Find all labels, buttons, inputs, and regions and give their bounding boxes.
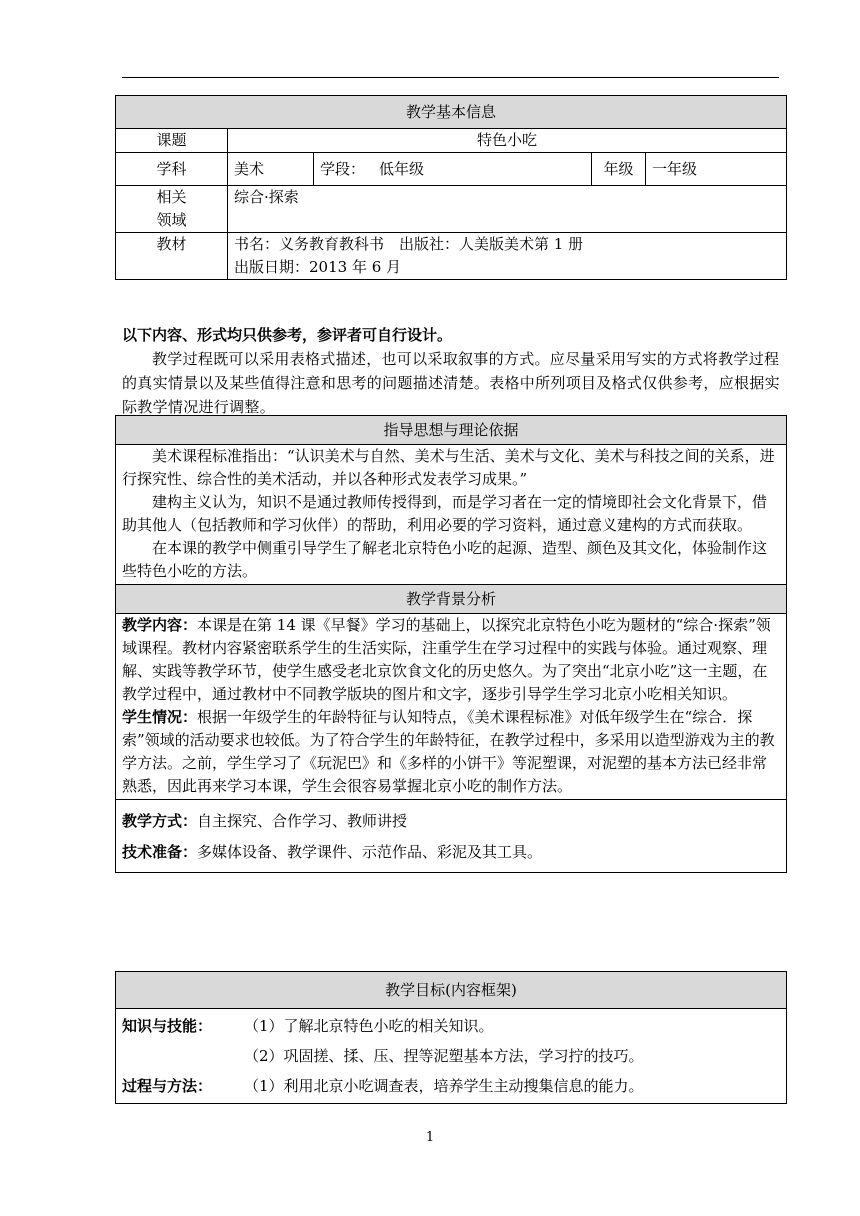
note-bold: 以下内容、形式均只供参考，参评者可自行设计。 — [122, 326, 453, 344]
guide-body — [116, 445, 787, 585]
goals-table — [115, 971, 787, 1104]
field-label — [116, 186, 228, 233]
goal-row-3 — [122, 1071, 780, 1101]
tech-label: 技术准备： — [122, 843, 198, 861]
basic-info-header: 教学基本信息 — [116, 96, 787, 129]
grade-label: 年级 — [592, 153, 646, 186]
stage-label: 学段： — [320, 160, 366, 178]
textbook-value — [228, 233, 787, 280]
textbook-line1: 书名：义务教育教科书 出版社：人美版美术第 1 册 — [234, 235, 584, 253]
stage-cell — [314, 153, 592, 186]
field-label-line1: 相关 — [156, 188, 187, 206]
process-label: 过程与方法： — [122, 1077, 213, 1095]
guide-p3: 在本课的教学中侧重引导学生了解老北京特色小吃的起源、造型、颜色及其文化，体验制作这些特色小吃的方法。 — [122, 539, 768, 580]
content-paragraph — [122, 614, 780, 706]
note-text: 教学过程既可以采用表格式描述，也可以采取叙事的方式。应尽量采用写实的方式将教学过程的真实情景以及某些值得注意和思考的问题描述清楚。表格中所列项目及格式仅供参考，应根据实际教学情况进行调整。 — [122, 350, 780, 416]
textbook-line2: 出版日期：2013 年 6 月 — [234, 258, 402, 276]
subject-label: 学科 — [116, 153, 228, 186]
student-label: 学生情况： — [122, 708, 198, 726]
tech-text: 多媒体设备、教学课件、示范作品、彩泥及其工具。 — [197, 843, 543, 861]
reference-note — [122, 323, 782, 419]
basic-info-table — [115, 95, 787, 280]
guide-p1: 美术课程标准指出：“认识美术与自然、美术与生活、美术与文化、美术与科技之间的关系，进行探究性、综合性的美术活动，并以各种形式发表学习成果。” — [122, 447, 775, 488]
topic-label: 课题 — [116, 129, 228, 153]
background-body — [116, 614, 787, 800]
tech-row — [122, 837, 780, 868]
content-label: 教学内容： — [122, 616, 198, 634]
knowledge-label: 知识与技能： — [122, 1017, 213, 1035]
goal-row-2 — [122, 1041, 780, 1071]
goals-body — [116, 1009, 787, 1104]
guide-header: 指导思想与理论依据 — [116, 416, 787, 445]
page-number: 1 — [425, 1130, 435, 1145]
process-item-1: （1）利用北京小吃调查表，培养学生主动搜集信息的能力。 — [244, 1077, 644, 1095]
method-tech-cell — [116, 800, 787, 873]
knowledge-item-1: （1）了解北京特色小吃的相关知识。 — [244, 1017, 494, 1035]
field-label-line2: 领域 — [156, 211, 187, 229]
textbook-label: 教材 — [116, 233, 228, 280]
content-text: 本课是在第 14 课《早餐》学习的基础上，以探究北京特色小吃为题材的“综合·探索”领域课程。教材内容紧密联系学生的生活实际，注重学生在学习过程中的实践与体验。通过观察、理解、实践等教学环节，使学生感受老北京饮食文化的历史悠久。为了突出“北京小吃”这一主题，在教学过程中，通过教材中不同教学版块的图片和文字，逐步引导学生学习北京小吃相关知识。 — [122, 616, 771, 703]
topic-value: 特色小吃 — [228, 129, 787, 153]
guide-p2: 建构主义认为，知识不是通过教师传授得到，而是学习者在一定的情境即社会文化背景下，借助其他人（包括教师和学习伙伴）的帮助，利用必要的学习资料，通过意义建构的方式而获取。 — [122, 493, 768, 534]
method-label: 教学方式： — [122, 812, 198, 830]
subject-value: 美术 — [228, 153, 314, 186]
method-row — [122, 806, 780, 837]
knowledge-item-2: （2）巩固搓、揉、压、捏等泥塑基本方法，学习拧的技巧。 — [244, 1047, 644, 1065]
grade-value: 一年级 — [646, 153, 787, 186]
stage-value: 低年级 — [379, 160, 425, 178]
background-header: 教学背景分析 — [116, 585, 787, 614]
student-text: 根据一年级学生的年龄特征与认知特点，《美术课程标准》对低年级学生在“综合．探索”领域的活动要求也较低。为了符合学生的年龄特征，在教学过程中，多采用以造型游戏为主的教学方法。之前，学生学习了《玩泥巴》和《多样的小饼干》等泥塑课，对泥塑的基本方法已经非常熟悉，因此再来学习本课，学生会很容易掌握北京小吃的制作方法。 — [122, 708, 775, 795]
student-paragraph — [122, 706, 780, 798]
header-rule — [122, 77, 779, 78]
goal-row-1 — [122, 1011, 780, 1041]
guide-background-table — [115, 415, 787, 873]
goals-header: 教学目标(内容框架) — [116, 972, 787, 1009]
method-text: 自主探究、合作学习、教师讲授 — [197, 812, 408, 830]
field-value: 综合·探索 — [228, 186, 787, 233]
